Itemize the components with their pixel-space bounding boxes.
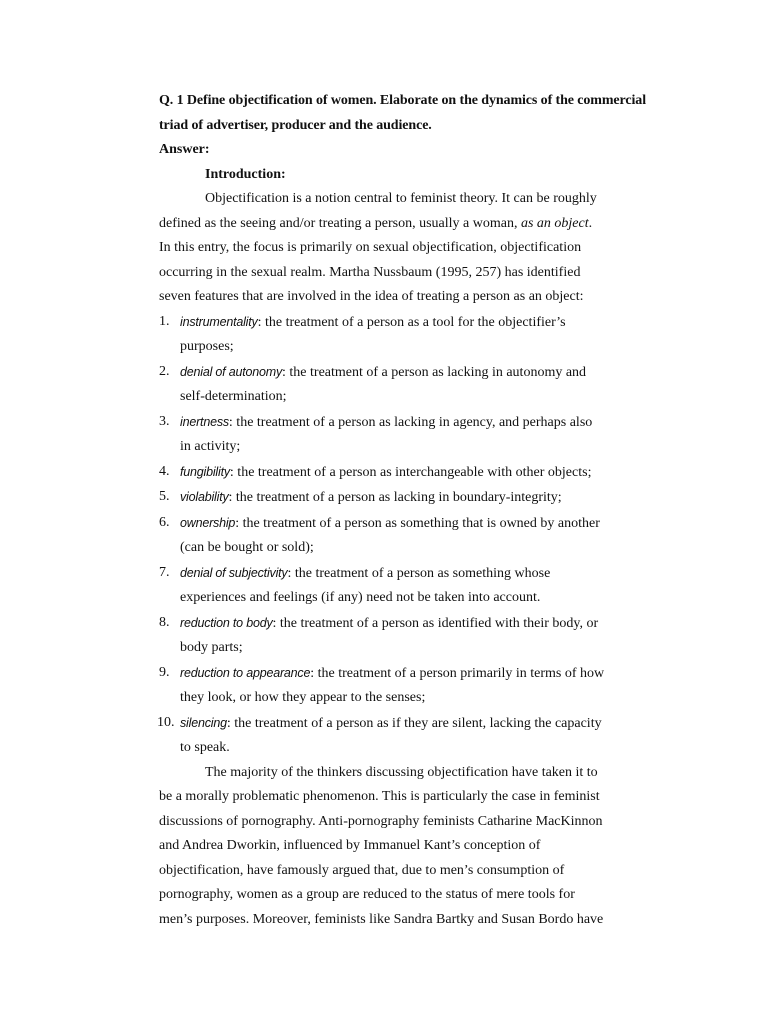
list-item-term: reduction to body: [180, 615, 273, 630]
closing-paragraph: The majority of the thinkers discussing objectification have taken it to be a morally problematic phenomenon. This is particularly the case in feminist discussions of pornography. Anti-pornography feminists Catharine MacKinnon and Andrea Dworkin, influenced by Immanuel Kant’s conception of objectification, have famously argued that, due to men’s consumption of pornography, women as a group are reduced to the status of mere tools for men’s purposes. Moreover, feminists like Sandra Bartky and Susan Bordo have: [159, 764, 604, 927]
list-item-term: reduction to appearance: [180, 665, 311, 680]
list-item: [159, 410, 605, 460]
answer-label: Answer:: [159, 142, 210, 157]
list-item-number: 5.: [159, 489, 170, 504]
list-item-description: : the treatment of a person primarily in terms of how they look, or how they appear to the senses;: [180, 665, 605, 705]
list-item: [159, 485, 605, 511]
list-item-number: 4.: [159, 463, 170, 479]
list-item-number: 1.: [159, 313, 170, 329]
list-item-term: ownership: [180, 515, 236, 530]
list-item-description: : the treatment of a person as if they are silent, lacking the capacity to speak.: [180, 715, 602, 755]
list-item-term: fungibility: [180, 464, 230, 479]
list-item-description: : the treatment of a person as something whose experiences and feelings (if any) need not be taken into account.: [180, 565, 551, 605]
intro-text-end: . In this entry, the focus is primarily on sexual objectification, objectification occurring in the sexual realm. Martha Nussbaum (1995, 257) has identified seven features that are involved in the idea of treating a person as an object:: [159, 215, 593, 304]
list-item: [159, 611, 605, 661]
list-item: [159, 460, 605, 486]
list-item: [159, 711, 605, 761]
list-item-number: 6.: [159, 514, 170, 530]
list-item-description: : the treatment of a person as lacking in boundary-integrity;: [228, 490, 562, 505]
list-item-description: : the treatment of a person as identified with their body, or body parts;: [180, 615, 599, 655]
list-item-number: 3.: [159, 413, 170, 429]
list-item-term: denial of autonomy: [180, 364, 283, 379]
introduction-heading: Introduction:: [205, 166, 286, 182]
list-item-term: silencing: [180, 715, 227, 730]
list-item-description: : the treatment of a person as a tool for the objectifier’s purposes;: [180, 314, 566, 354]
objectification-features-list: [159, 310, 659, 761]
list-item-term: instrumentality: [180, 314, 258, 329]
list-item-number: 8.: [159, 614, 170, 630]
question-heading: Q. 1 Define objectification of women. Elaborate on the dynamics of the commercial triad of advertiser, producer and the audience.: [159, 93, 647, 133]
list-item: [159, 561, 605, 611]
intro-paragraph: [159, 187, 605, 310]
list-item-term: violability: [180, 490, 229, 504]
list-item-number: 2.: [159, 363, 170, 379]
list-item: [159, 310, 605, 360]
list-item-number: 10.: [157, 714, 175, 730]
list-item: [159, 511, 605, 561]
list-item: [159, 661, 605, 711]
list-item-term: denial of subjectivity: [180, 565, 288, 580]
list-item-description: : the treatment of a person as interchangeable with other objects;: [229, 464, 592, 480]
document-body: [159, 89, 659, 932]
list-item-description: : the treatment of a person as lacking in agency, and perhaps also in activity;: [180, 414, 593, 454]
list-item: [159, 360, 605, 410]
list-item-number: 7.: [159, 564, 170, 580]
list-item-number: 9.: [159, 664, 170, 680]
list-item-term: inertness: [180, 414, 229, 429]
list-item-description: : the treatment of a person as lacking in autonomy and self-determination;: [180, 364, 587, 404]
list-item-description: : the treatment of a person as something that is owned by another (can be bought or sold);: [180, 515, 600, 555]
intro-text-start: Objectification is a notion central to feminist theory. It can be roughly defined as the seeing and/or treating a person, usually a woman,: [159, 191, 597, 231]
intro-emphasis: as an object: [520, 215, 589, 231]
